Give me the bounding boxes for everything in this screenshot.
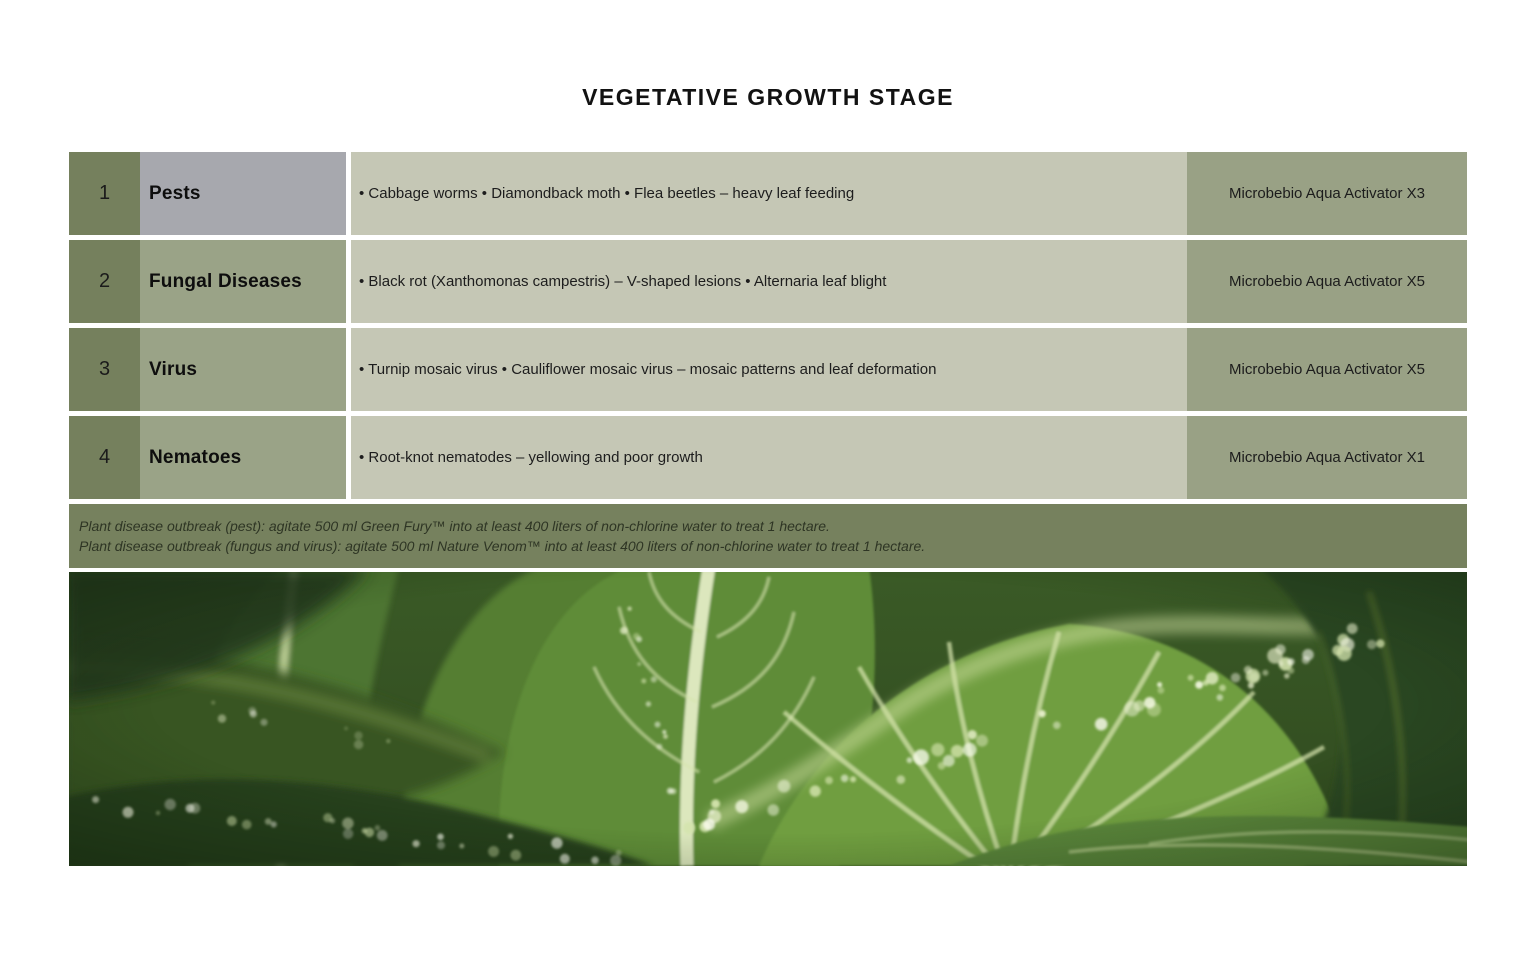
table-row <box>69 240 1467 323</box>
row-details <box>351 416 1187 499</box>
row-category: Nematoes <box>140 416 346 499</box>
row-treatment: Microbebio Aqua Activator X5 <box>1187 240 1467 323</box>
details-text: • Root-knot nematodes – yellowing and poor growth <box>359 449 703 466</box>
row-number: 3 <box>69 328 140 411</box>
cabbage-photo-illustration <box>69 572 1467 866</box>
row-category: Fungal Diseases <box>140 240 346 323</box>
table-row <box>69 152 1467 235</box>
row-details <box>351 240 1187 323</box>
row-treatment: Microbebio Aqua Activator X3 <box>1187 152 1467 235</box>
details-text: • Cabbage worms • Diamondback moth • Flea beetles – heavy leaf feeding <box>359 185 855 202</box>
treatment-table <box>69 152 1467 866</box>
table-row <box>69 416 1467 499</box>
dosage-line-pest: Plant disease outbreak (pest): agitate 500 ml Green Fury™ into at least 400 liters of non-chlorine water to treat 1 hectare. <box>79 518 830 534</box>
row-category: Virus <box>140 328 346 411</box>
row-number: 4 <box>69 416 140 499</box>
dosage-line-fungus-virus: Plant disease outbreak (fungus and virus): agitate 500 ml Nature Venom™ into at least 400 liters of non-chlorine water to treat 1 hectare. <box>79 538 926 554</box>
row-details <box>351 152 1187 235</box>
details-text: • Black rot (Xanthomonas campestris) – V-shaped lesions • Alternaria leaf blight <box>359 273 887 290</box>
dosage-instructions <box>69 504 1467 568</box>
row-details <box>351 328 1187 411</box>
cabbage-photo <box>69 572 1467 866</box>
table-row <box>69 328 1467 411</box>
page-title: VEGETATIVE GROWTH STAGE <box>582 84 954 110</box>
row-treatment: Microbebio Aqua Activator X1 <box>1187 416 1467 499</box>
row-treatment: Microbebio Aqua Activator X5 <box>1187 328 1467 411</box>
row-number: 2 <box>69 240 140 323</box>
details-text: • Turnip mosaic virus • Cauliflower mosaic virus – mosaic patterns and leaf deformation <box>359 361 937 378</box>
row-category: Pests <box>140 152 346 235</box>
row-number: 1 <box>69 152 140 235</box>
